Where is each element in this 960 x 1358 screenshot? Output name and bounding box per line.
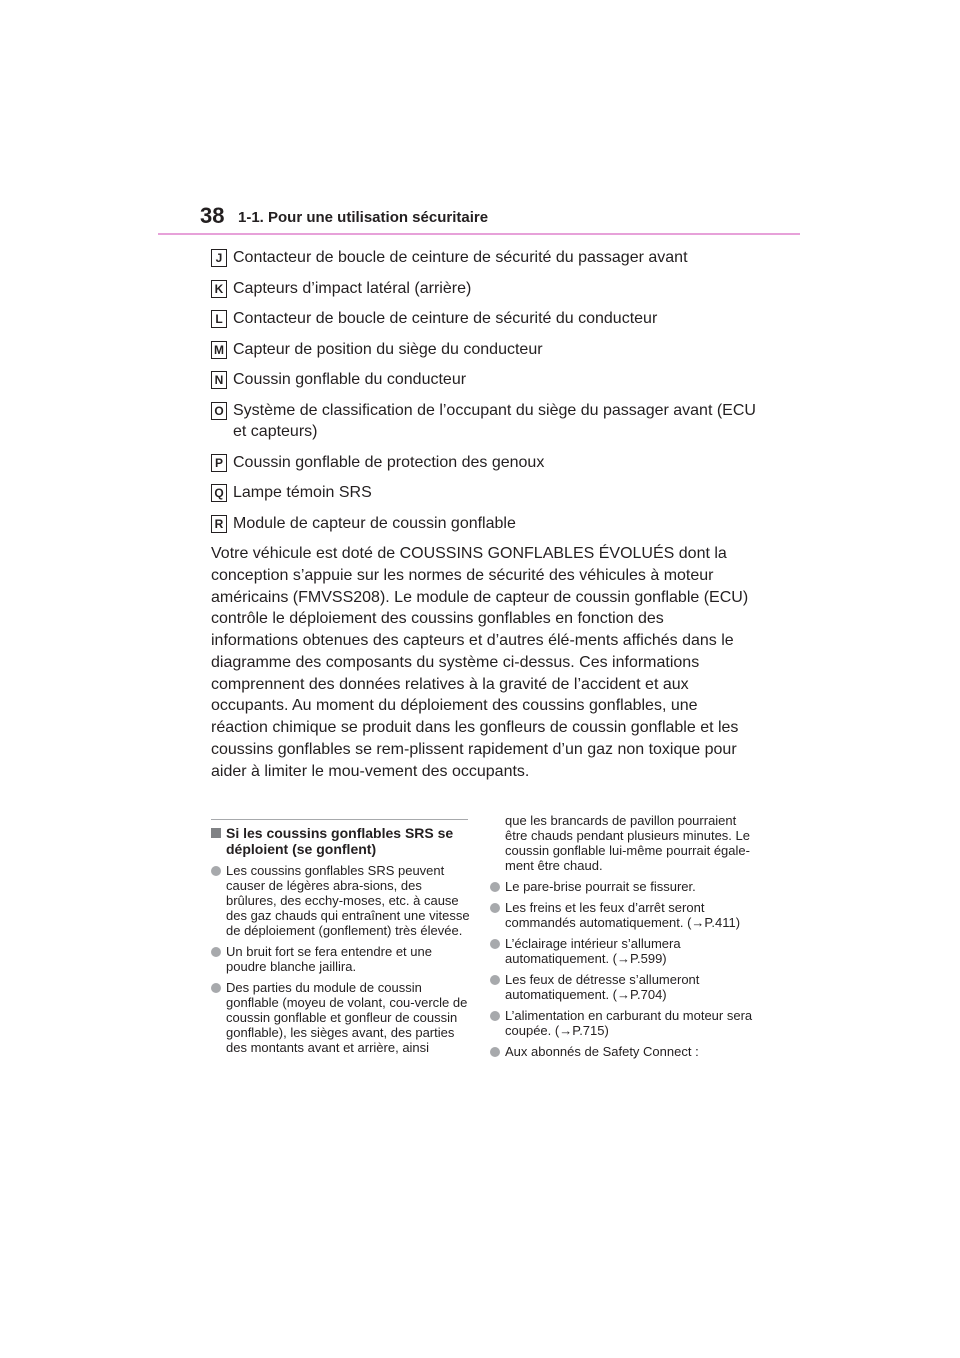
bullet-item	[490, 972, 760, 1002]
circle-bullet-icon	[211, 947, 221, 957]
notes-divider	[211, 819, 468, 820]
bullet-item	[211, 944, 471, 974]
bullet-item	[490, 1044, 760, 1059]
legend-text: Coussin gonflable du conducteur	[233, 371, 467, 388]
circle-bullet-icon	[490, 975, 500, 985]
legend-text: Coussin gonflable de protection des genoux	[233, 453, 545, 471]
bullet-item	[490, 900, 760, 930]
bullet-continuation: que les brancards de pavillon pourraient être chauds pendant plusieurs minutes. Le coussin gonflable lui-même pourrait égale-ment être chaud.	[505, 813, 750, 873]
bullet-text: Des parties du module de coussin gonflable (moyeu de volant, cou-vercle de coussin gonflable et gonfleur de coussin gonflable), les sièges avant, des parties des montants avant et arrière, ainsi	[226, 980, 468, 1055]
circle-bullet-icon	[490, 1011, 500, 1021]
legend-text: Capteurs d’impact latéral (arrière)	[233, 279, 472, 297]
page-header	[200, 200, 800, 236]
circle-bullet-icon	[211, 866, 221, 876]
legend-item	[211, 513, 771, 534]
letter-o-badge: O	[211, 402, 227, 420]
legend-item	[211, 452, 771, 473]
bullet-item	[490, 936, 760, 966]
legend-item	[211, 339, 771, 360]
letter-p-badge: P	[211, 454, 227, 472]
notes-heading	[211, 825, 471, 857]
letter-n-badge: N	[211, 371, 227, 389]
bullet-item	[211, 980, 471, 1055]
bullet-text: Aux abonnés de Safety Connect :	[505, 1044, 699, 1059]
bullet-text: Les freins et les feux d’arrêt seront commandés automatiquement. (→P.411)	[505, 900, 741, 930]
letter-j-badge: J	[211, 249, 227, 267]
bullet-text: Les feux de détresse s’allumeront automatiquement. (→P.704)	[505, 972, 700, 1002]
notes-right-column	[490, 813, 760, 1065]
letter-q-badge: Q	[211, 484, 227, 502]
section-title: 1-1. Pour une utilisation sécuritaire	[238, 209, 489, 226]
legend-text: Lampe témoin SRS	[233, 484, 372, 501]
legend-text: Module de capteur de coussin gonflable	[233, 514, 516, 532]
legend-item	[211, 400, 771, 442]
page-number: 38	[200, 203, 225, 228]
bullet-text: Les coussins gonflables SRS peuvent causer de légères abra-sions, des brûlures, des ecchy-moses, etc. à cause des gaz chauds qui entraînent une vitesse de déploiement (gonflement) très élevée.	[226, 863, 470, 938]
bullet-item	[490, 1008, 760, 1038]
circle-bullet-icon	[490, 903, 500, 913]
legend-item	[211, 308, 771, 329]
legend-text: Contacteur de boucle de ceinture de sécurité du conducteur	[233, 310, 658, 327]
legend-item	[211, 482, 771, 503]
notes-heading-text: Si les coussins gonflables SRS se déploient (se gonflent)	[226, 825, 454, 857]
bullet-text: L’alimentation en carburant du moteur sera coupée. (→P.715)	[505, 1008, 753, 1038]
bullet-text: L’éclairage intérieur s’allumera automatiquement. (→P.599)	[505, 936, 681, 966]
circle-bullet-icon	[490, 882, 500, 892]
letter-l-badge: L	[211, 310, 227, 328]
legend-text: Capteur de position du siège du conducteur	[233, 340, 543, 358]
circle-bullet-icon	[490, 939, 500, 949]
legend-text: Système de classification de l’occupant du siège du passager avant (ECU et capteurs)	[233, 401, 756, 440]
component-legend	[211, 247, 771, 543]
intro-paragraph: Votre véhicule est doté de COUSSINS GONFLABLES ÉVOLUÉS dont la conception s’appuie sur les normes de sécurité des véhicules à moteur américains (FMVSS208). Le module de capteur de coussin gonflable (ECU) contrôle le déploiement des coussins gonflables en fonction des informations obtenues des capteurs et d’autres élé-ments affichés dans le diagramme des composants du système ci-dessus. Ces informations comprennent des données relatives à la gravité de l’accident et aux occupants. Au moment du déploiement des coussins gonflables, une réaction chimique se produit dans les gonfleurs de coussin gonflable et les coussins gonflables se rem-plissent rapidement d’un gaz non toxique pour aider à limiter le mou-vement des occupants.	[211, 545, 749, 780]
legend-item	[211, 369, 771, 390]
legend-text: Contacteur de boucle de ceinture de sécurité du passager avant	[233, 249, 688, 266]
bullet-text: Un bruit fort se fera entendre et une poudre blanche jaillira.	[226, 944, 432, 974]
letter-k-badge: K	[211, 280, 227, 298]
legend-item	[211, 278, 771, 299]
header-divider	[158, 233, 800, 235]
letter-m-badge: M	[211, 341, 227, 359]
bullet-text: Le pare-brise pourrait se fissurer.	[505, 879, 696, 894]
square-bullet-icon	[211, 828, 221, 838]
legend-item	[211, 247, 771, 268]
circle-bullet-icon	[490, 1047, 500, 1057]
bullet-item	[211, 863, 471, 938]
bullet-item	[490, 879, 760, 894]
notes-left-column	[211, 825, 471, 1061]
circle-bullet-icon	[211, 983, 221, 993]
letter-r-badge: R	[211, 515, 227, 533]
